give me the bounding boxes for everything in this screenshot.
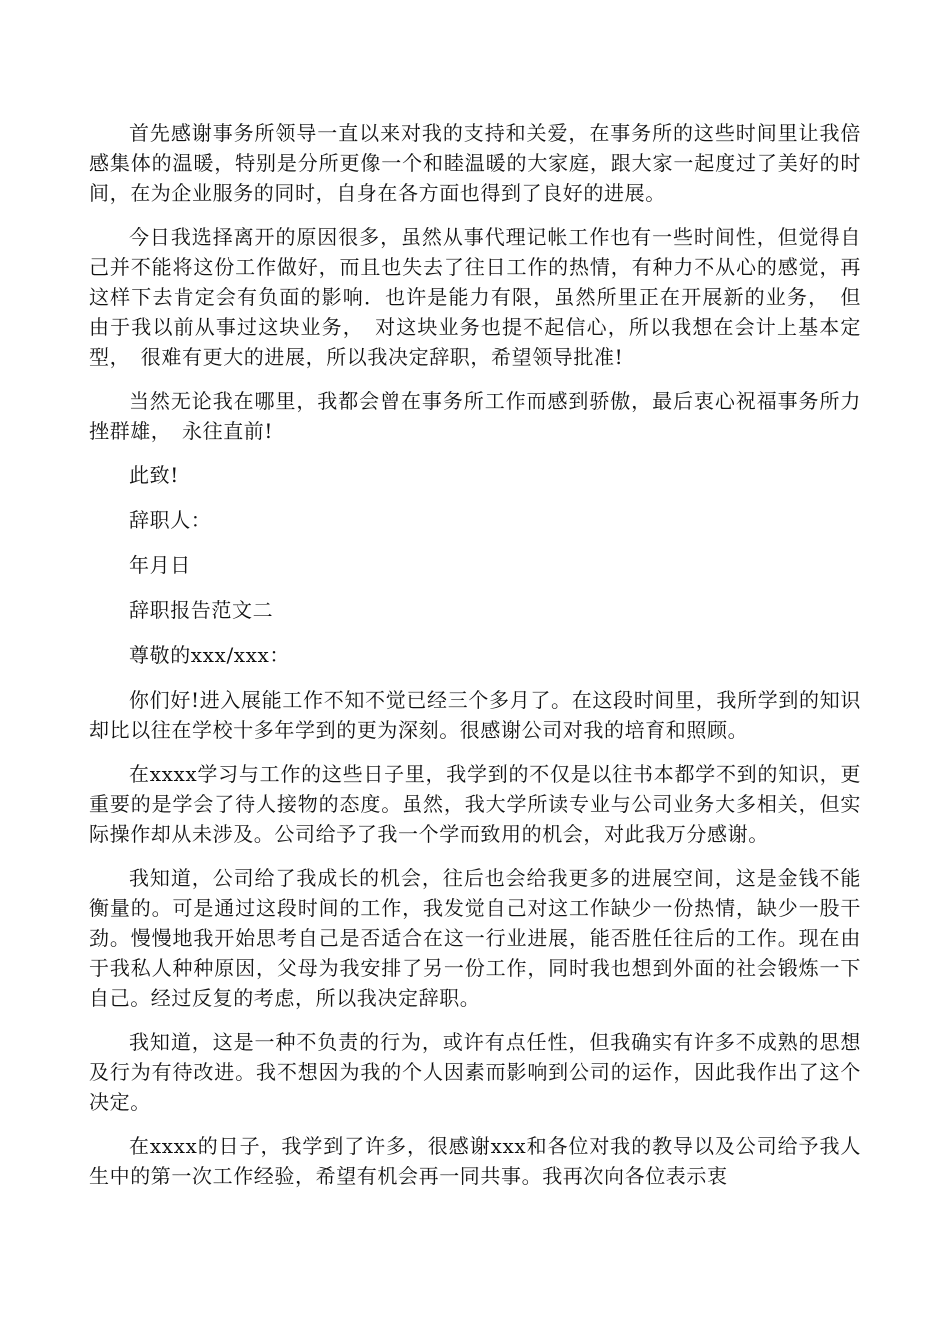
greeting: 尊敬的xxx/xxx： [129, 643, 291, 667]
paragraph-introduction: 你们好!进入展能工作不知不觉已经三个多月了。在这段时间里，我所学到的知识却比以往在学校十多年学到的更为深刻。很感谢公司对我的培育和照顾。 [89, 688, 861, 742]
closing-salutation: 此致! [129, 463, 179, 487]
signature-label: 辞职人： [129, 508, 212, 532]
paragraph-gratitude: 首先感谢事务所领导一直以来对我的支持和关爱，在事务所的这些时间里让我倍感集体的温暖，特别是分所更像一个和睦温暖的大家庭，跟大家一起度过了美好的时间，在为企业服务的同时，自身在各方面也得到了良好的进展。 [89, 121, 861, 205]
document-body [89, 118, 861, 1205]
paragraph-decision: 我知道，公司给了我成长的机会，往后也会给我更多的进展空间，这是金钱不能衡量的。可是通过这段时间的工作，我发觉自己对这工作缺少一份热情，缺少一股干劲。慢慢地我开始思考自己是否适合在这一行业进展，能否胜任往后的工作。现在由于我私人种种原因，父母为我安排了另一份工作，同时我也想到外面的社会锻炼一下自己。经过反复的考虑，所以我决定辞职。 [89, 866, 861, 1010]
paragraph-reasons: 今日我选择离开的原因很多，虽然从事代理记帐工作也有一些时间性，但觉得自己并不能将这份工作做好，而且也失去了往日工作的热情，有种力不从心的感觉，再这样下去肯定会有负面的影响．也许是能力有限，虽然所里正在开展新的业务， 但由于我以前从事过这块业务， 对这块业务也提不起信心，所以我想在会计上基本定型， 很难有更大的进展，所以我决定辞职，希望领导批准! [89, 225, 861, 369]
date-label: 年月日 [129, 553, 191, 577]
section-heading: 辞职报告范文二 [129, 598, 274, 622]
paragraph-blessing: 当然无论我在哪里，我都会曾在事务所工作而感到骄傲，最后衷心祝福事务所力挫群雄， 永往直前! [89, 389, 861, 443]
paragraph-apology: 我知道，这是一种不负责的行为，或许有点任性，但我确实有许多不成熟的思想及行为有待改进。我不想因为我的个人因素而影响到公司的运作，因此我作出了这个决定。 [89, 1030, 861, 1114]
paragraph-thanks: 在xxxx的日子，我学到了许多，很感谢xxx和各位对我的教导以及公司给予我人生中的第一次工作经验，希望有机会再一同共事。我再次向各位表示衷 [89, 1134, 861, 1188]
paragraph-learning: 在xxxx学习与工作的这些日子里，我学到的不仅是以往书本都学不到的知识，更重要的是学会了待人接物的态度。虽然，我大学所读专业与公司业务大多相关，但实际操作却从未涉及。公司给予了我一个学而致用的机会，对此我万分感谢。 [89, 762, 861, 846]
